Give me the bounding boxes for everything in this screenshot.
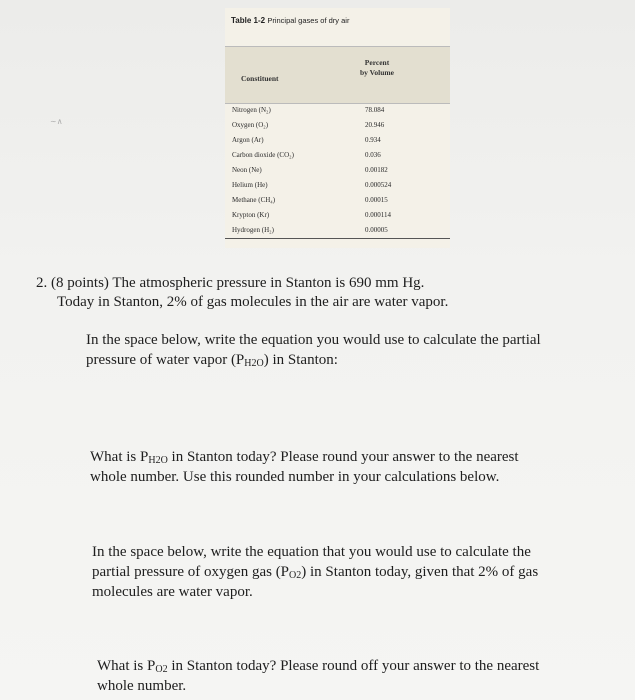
header-constituent: Constituent [241,74,279,83]
row-constituent: Helium (He) [232,181,268,189]
row-percent: 0.00182 [365,166,388,174]
row-constituent: Neon (Ne) [232,166,262,174]
table-row [225,136,450,151]
prompt-3-line3: molecules are water vapor. [92,584,253,600]
row-percent: 78.084 [365,106,385,114]
margin-mark: ∼∧ [50,117,63,126]
question-header: 2. (8 points) The atmospheric pressure in Stanton is 690 mm Hg. [36,275,425,291]
gases-table [225,8,450,248]
prompt-2-text: What is P [90,449,149,465]
subscript-h2o: H2O [148,455,168,466]
row-constituent: Methane (CH₄) [232,196,276,204]
table-title-text: Principal gases of dry air [267,16,350,25]
prompt-4-line2: whole number. [97,678,187,694]
question-line2: Today in Stanton, 2% of gas molecules in the air are water vapor. [57,294,449,310]
table-bottom-rule [225,238,450,239]
row-percent: 0.934 [365,136,381,144]
prompt-1-line2 [86,351,338,373]
prompt-2-line1 [90,448,519,470]
table-title [231,16,349,25]
row-percent: 0.000524 [365,181,392,189]
subscript-h2o: H2O [244,358,264,369]
prompt-2-text-end: in Stanton today? Please round your answer to the nearest [167,449,519,465]
table-row [225,181,450,196]
prompt-4-text: What is P [97,658,156,674]
row-constituent: Hydrogen (H₂) [232,226,274,234]
prompt-4-line1 [97,657,539,679]
prompt-2-line2: whole number. Use this rounded number in your calculations below. [90,469,500,485]
prompt-1-text: pressure of water vapor (P [86,352,245,368]
row-percent: 0.000114 [365,211,391,219]
table-row [225,211,450,226]
table-row [225,166,450,181]
row-percent: 20.946 [365,121,385,129]
row-constituent: Carbon dioxide (CO₂) [232,151,294,159]
row-percent: 0.00005 [365,226,388,234]
row-constituent: Oxygen (O₂) [232,121,269,129]
row-constituent: Nitrogen (N₂) [232,106,271,114]
table-row [225,106,450,121]
row-percent: 0.036 [365,151,381,159]
row-percent: 0.00015 [365,196,388,204]
table-row [225,151,450,166]
row-constituent: Krypton (Kr) [232,211,270,219]
prompt-3-line2 [92,563,538,585]
subscript-o2: O2 [289,570,302,581]
table-title-number: Table 1-2 [231,16,266,25]
row-constituent: Argon (Ar) [232,136,264,144]
prompt-1-line1: In the space below, write the equation you would use to calculate the partial [86,332,541,348]
subscript-o2: O2 [155,664,168,675]
prompt-3-text-end: ) in Stanton today, given that 2% of gas [301,564,539,580]
table-row [225,121,450,136]
prompt-1-text-end: ) in Stanton: [263,352,338,368]
table-row [225,196,450,211]
prompt-3-line1: In the space below, write the equation that you would use to calculate the [92,544,531,560]
header-percent-line2: by Volume [360,68,394,77]
prompt-4-text-end: in Stanton today? Please round off your answer to the nearest [167,658,540,674]
header-percent-line1: Percent [364,58,390,67]
prompt-3-text: partial pressure of oxygen gas (P [92,564,290,580]
header-percent [349,58,405,78]
